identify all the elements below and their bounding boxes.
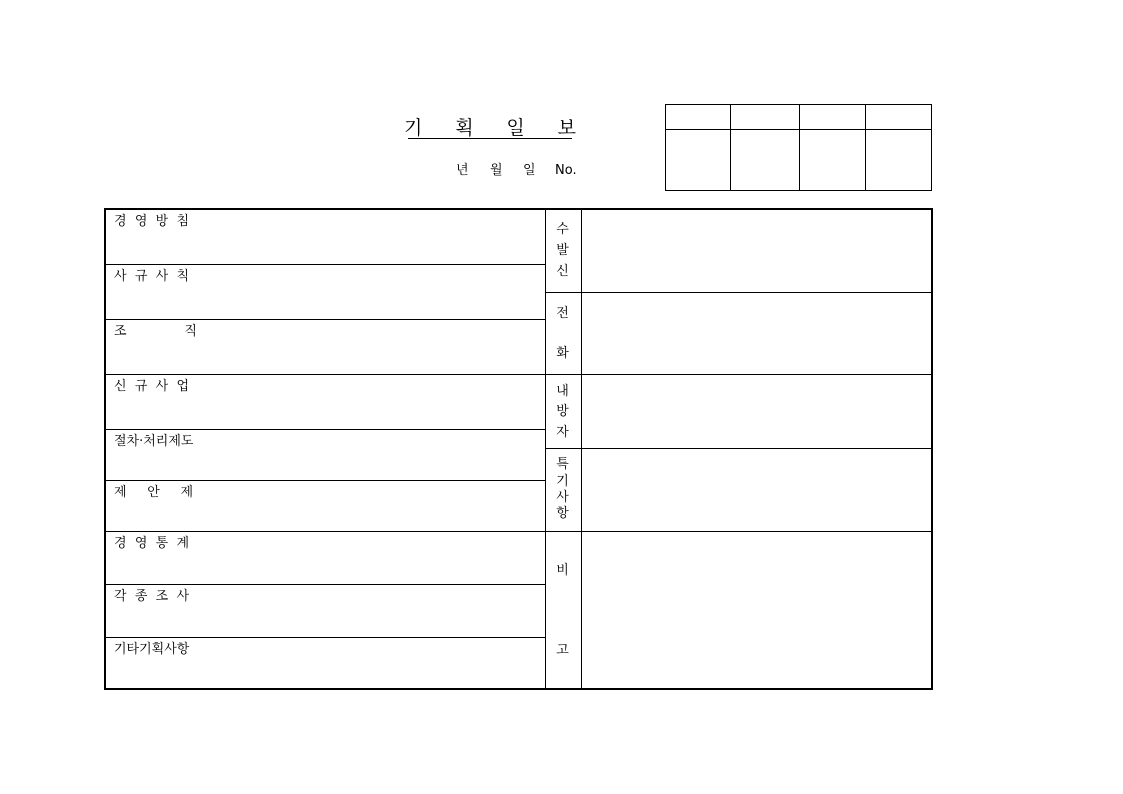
row-divider <box>106 319 545 320</box>
approval-divider <box>865 105 866 190</box>
header-special-char: 사 <box>556 490 569 505</box>
header-susin-char: 수 <box>556 222 569 237</box>
approval-stamp-box <box>665 104 932 191</box>
label-procedures: 절차·처리제도 <box>114 434 194 449</box>
header-phone-char: 전 <box>556 306 569 321</box>
title-char: 보 <box>557 117 576 139</box>
date-day-label: 일 <box>523 163 536 178</box>
label-organization: 조 직 <box>114 324 197 339</box>
label-proposals: 제 안 제 <box>114 485 193 500</box>
planning-form-table <box>104 208 933 690</box>
label-management-statistics: 경 영 통 계 <box>114 536 190 551</box>
header-visitor-char: 방 <box>556 404 569 419</box>
label-management-policy: 경 영 방 침 <box>114 214 190 229</box>
row-divider <box>545 448 931 449</box>
header-susin-char: 신 <box>556 264 569 279</box>
header-remarks-char: 고 <box>556 643 569 658</box>
approval-header-divider <box>666 129 931 130</box>
approval-divider <box>799 105 800 190</box>
document-number-label: No. <box>555 163 577 178</box>
column-divider <box>581 210 582 688</box>
row-divider <box>545 292 931 293</box>
approval-divider <box>730 105 731 190</box>
header-phone-char: 화 <box>556 346 569 361</box>
header-visitor-char: 자 <box>556 425 569 440</box>
header-visitor-char: 내 <box>556 384 569 399</box>
title-char: 기 <box>404 117 423 139</box>
header-special-char: 특 <box>556 457 569 472</box>
column-divider <box>545 210 546 688</box>
title-char: 획 <box>455 117 474 139</box>
row-divider <box>106 264 545 265</box>
header-remarks-char: 비 <box>556 563 569 578</box>
row-divider <box>106 584 545 585</box>
row-divider <box>106 531 931 532</box>
label-other-planning: 기타기획사항 <box>114 642 190 657</box>
date-year-label: 년 <box>456 163 469 178</box>
row-divider <box>106 480 545 481</box>
date-month-label: 월 <box>490 163 503 178</box>
header-special-char: 기 <box>556 474 569 489</box>
row-divider <box>106 637 545 638</box>
title-underline <box>408 138 572 139</box>
label-surveys: 각 종 조 사 <box>114 589 190 604</box>
header-special-char: 항 <box>556 506 569 521</box>
label-company-rules: 사 규 사 칙 <box>114 269 190 284</box>
header-susin-char: 발 <box>556 243 569 258</box>
row-divider <box>106 374 931 375</box>
row-divider <box>106 429 545 430</box>
label-new-business: 신 규 사 업 <box>114 379 190 394</box>
title-char: 일 <box>506 117 525 139</box>
